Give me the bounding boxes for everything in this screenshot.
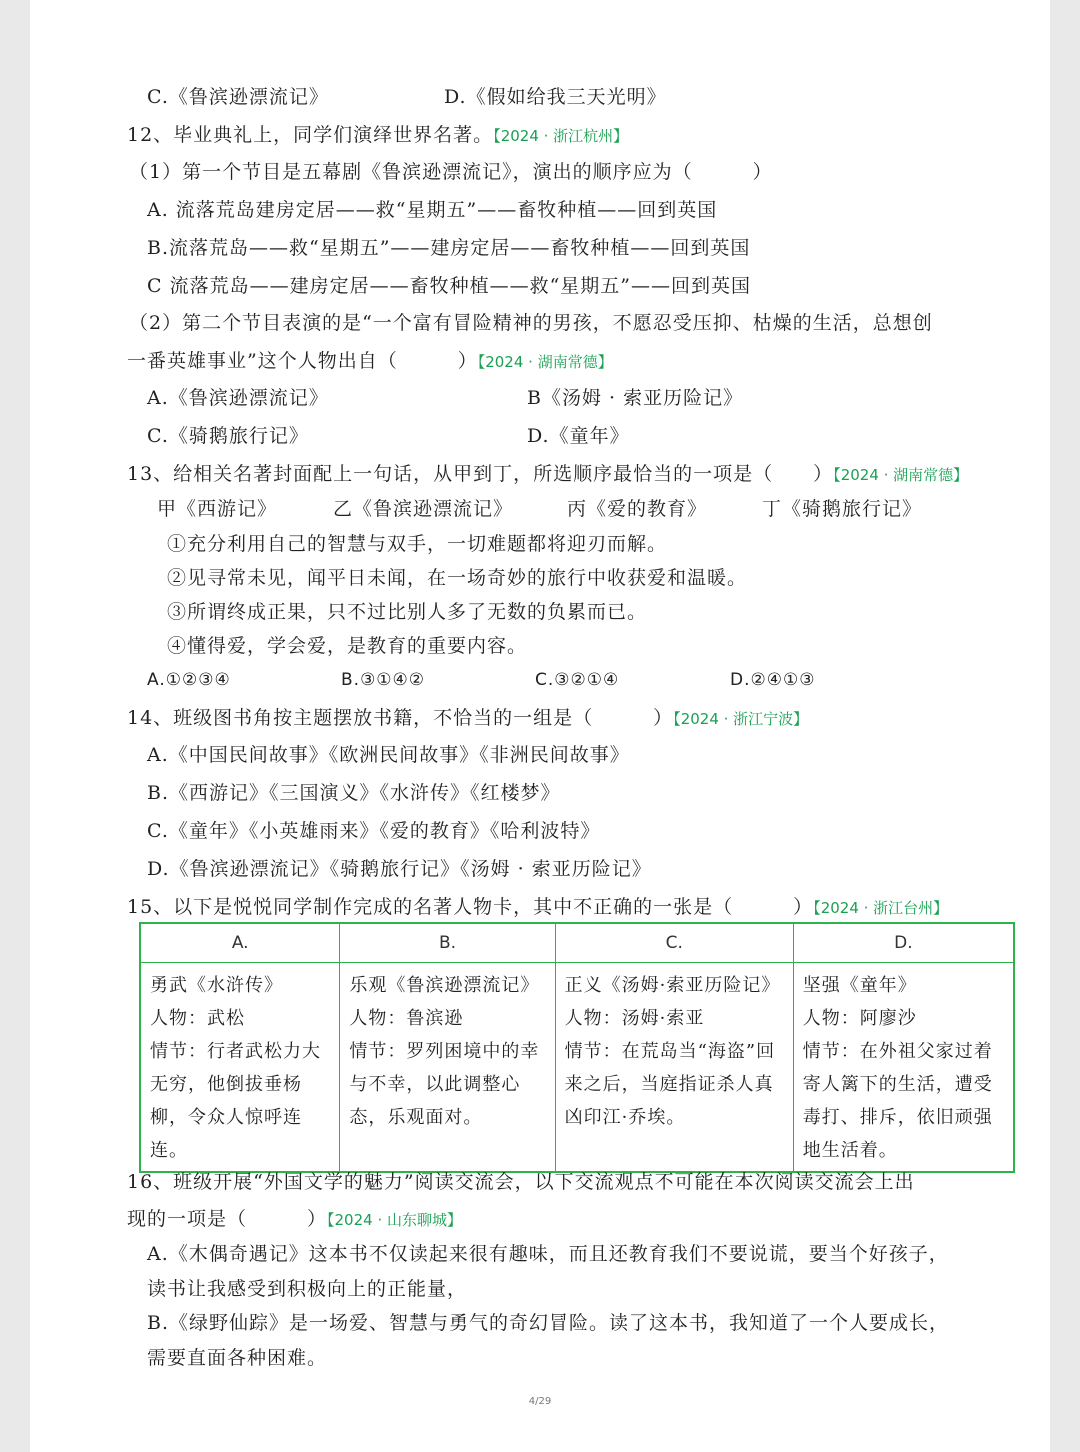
option-d: D.《假如给我三天光明》 xyxy=(444,86,667,108)
table-header-d: D. xyxy=(793,923,1014,963)
option-a: A.①②③④ xyxy=(147,670,231,690)
question-12-part-2-cont: 一番英雄事业”这个人物出自（ ）【2024 · 湖南常德】 xyxy=(127,350,613,372)
source-tag: 【2024 · 浙江台州】 xyxy=(813,899,949,917)
source-tag: 【2024 · 湖南常德】 xyxy=(477,353,613,371)
option-d: D.《童年》 xyxy=(527,425,630,447)
document-page xyxy=(30,0,1050,1452)
question-12: 12、毕业典礼上，同学们演绎世界名著。【2024 · 浙江杭州】 xyxy=(127,124,629,146)
question-12-part-1: （1）第一个节目是五幕剧《鲁滨逊漂流记》，演出的顺序应为（ ） xyxy=(129,161,773,183)
option-c: C.《童年》《小英雄雨来》《爱的教育》《哈利波特》 xyxy=(147,820,601,842)
source-tag: 【2024 · 山东聊城】 xyxy=(327,1211,462,1229)
book-ding: 丁《骑鹅旅行记》 xyxy=(762,498,923,520)
card-text: 勇武《水浒传》 人物：武松 情节：行者武松力大无穷，他倒拔垂杨柳，令众人惊呼连连。 xyxy=(150,975,321,1161)
option-a-cont: 读书让我感受到积极向上的正能量， xyxy=(147,1278,468,1300)
table-header-c: C. xyxy=(555,923,793,963)
option-b: B.《西游记》《三国演义》《水浒传》《红楼梦》 xyxy=(147,782,561,804)
option-a: A.《中国民间故事》《欧洲民间故事》《非洲民间故事》 xyxy=(147,744,630,766)
card-b xyxy=(340,963,555,1173)
option-c: C.《鲁滨逊漂流记》 xyxy=(147,86,329,108)
question-16-cont: 现的一项是（ ）【2024 · 山东聊城】 xyxy=(127,1208,462,1230)
question-15: 15、以下是悦悦同学制作完成的名著人物卡，其中不正确的一张是（ ）【2024 · 浙江台州】 xyxy=(127,896,949,918)
option-b: B.《绿野仙踪》是一场爱、智慧与勇气的奇幻冒险。读了这本书，我知道了一个人要成长， xyxy=(147,1312,950,1334)
option-c: C.③②①④ xyxy=(535,670,620,690)
question-13: 13、给相关名著封面配上一句话，从甲到丁，所选顺序最恰当的一项是（ ）【2024 · 湖南常德】 xyxy=(127,463,969,485)
page-number: 4/29 xyxy=(528,1396,552,1407)
card-d xyxy=(793,963,1014,1173)
option-c: C.《骑鹅旅行记》 xyxy=(147,425,309,447)
book-jia: 甲《西游记》 xyxy=(157,498,278,520)
option-a: A. 流落荒岛建房定居——救“星期五”——畜牧种植——回到英国 xyxy=(147,199,718,221)
option-b: B.③①④② xyxy=(341,670,426,690)
option-a: A.《木偶奇遇记》这本书不仅读起来很有趣味，而且还教育我们不要说谎，要当个好孩子， xyxy=(147,1243,949,1265)
card-c xyxy=(555,963,793,1173)
book-bing: 丙《爱的教育》 xyxy=(567,498,708,520)
source-tag: 【2024 · 湖南常德】 xyxy=(833,466,969,484)
option-c: C 流落荒岛——建房定居——畜牧种植——救“星期五”——回到英国 xyxy=(147,275,752,297)
card-a xyxy=(140,963,340,1173)
option-b-cont: 需要直面各种困难。 xyxy=(147,1347,328,1369)
table-header-a: A. xyxy=(140,923,340,963)
card-text: 乐观《鲁滨逊漂流记》 人物：鲁滨逊 情节：罗列困境中的幸与不幸，以此调整心态，乐观面对。 xyxy=(349,975,540,1128)
option-d: D.②④①③ xyxy=(730,670,816,690)
option-b: B《汤姆 · 索亚历险记》 xyxy=(527,387,744,409)
book-yi: 乙《鲁滨逊漂流记》 xyxy=(333,498,514,520)
card-text: 正义《汤姆·索亚历险记》 人物：汤姆·索亚 情节：在荒岛当“海盗”回来之后，当庭指证杀人真凶印江·乔埃。 xyxy=(564,975,781,1128)
character-card-table xyxy=(139,922,1015,1173)
option-b: B.流落荒岛——救“星期五”——建房定居——畜牧种植——回到英国 xyxy=(147,237,751,259)
option-a: A.《鲁滨逊漂流记》 xyxy=(147,387,329,409)
sentence-3: ③所谓终成正果，只不过比别人多了无数的负累而已。 xyxy=(167,601,648,623)
card-text: 坚强《童年》 人物：阿廖沙 情节：在外祖父家过着寄人篱下的生活，遭受毒打、排斥，依旧顽强地生活着。 xyxy=(802,975,993,1161)
sentence-4: ④懂得爱，学会爱，是教育的重要内容。 xyxy=(167,635,528,657)
option-d: D.《鲁滨逊漂流记》《骑鹅旅行记》《汤姆 · 索亚历险记》 xyxy=(147,858,652,880)
source-tag: 【2024 · 浙江杭州】 xyxy=(493,127,629,145)
table-header-b: B. xyxy=(340,923,555,963)
question-12-part-2: （2）第二个节目表演的是“一个富有冒险精神的男孩，不愿忍受压抑、枯燥的生活，总想创 xyxy=(129,312,933,334)
source-tag: 【2024 · 浙江宁波】 xyxy=(673,710,809,728)
question-14: 14、班级图书角按主题摆放书籍，不恰当的一组是（ ）【2024 · 浙江宁波】 xyxy=(127,707,809,729)
sentence-1: ①充分利用自己的智慧与双手，一切难题都将迎刃而解。 xyxy=(167,533,668,555)
sentence-2: ②见寻常未见，闻平日未闻，在一场奇妙的旅行中收获爱和温暖。 xyxy=(167,567,748,589)
question-16: 16、班级开展“外国文学的魅力”阅读交流会，以下交流观点不可能在本次阅读交流会上出 xyxy=(127,1171,915,1193)
